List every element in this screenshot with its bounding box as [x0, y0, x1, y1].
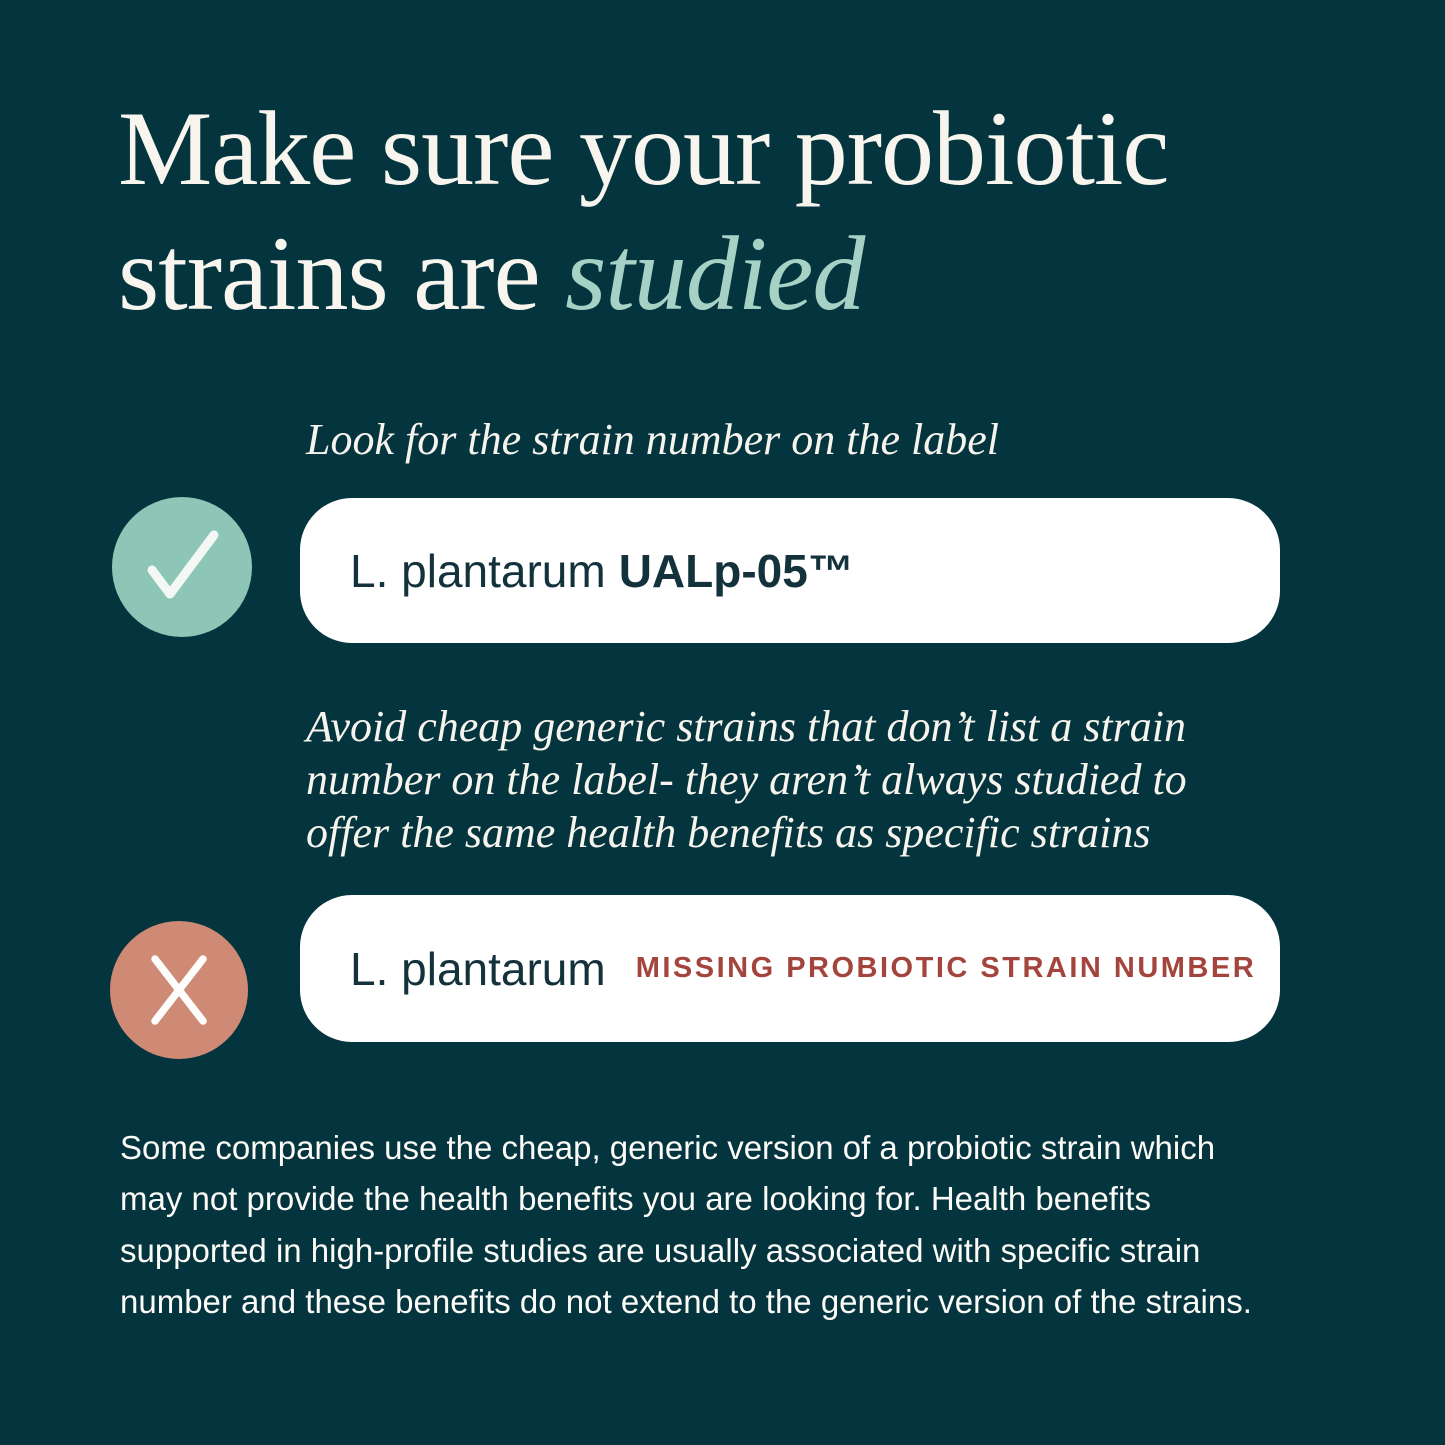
page-title-accent-word: studied	[565, 215, 865, 333]
good-example-caption: Look for the strain number on the label	[306, 415, 999, 464]
bad-strain-name: L. plantarum	[350, 942, 606, 995]
bad-example-caption-line3: offer the same health benefits as specific strains	[306, 807, 1151, 857]
check-icon	[112, 497, 252, 637]
missing-strain-warning: MISSING PROBIOTIC STRAIN NUMBER	[635, 952, 1257, 984]
footer-line4: number and these benefits do not extend to the generic version of the strains.	[120, 1283, 1252, 1321]
good-strain-name: L. plantarum	[350, 544, 606, 597]
bad-example-caption-line1: Avoid cheap generic strains that don’t list a strain	[306, 702, 1186, 751]
page-title-line2: strains are	[118, 215, 566, 333]
page-title	[118, 86, 1168, 336]
bad-example-caption-line2: number on the label- they aren’t always studied to	[306, 754, 1187, 804]
footer-line1: Some companies use the cheap, generic version of a probiotic strain which	[120, 1129, 1216, 1166]
x-icon	[110, 921, 248, 1059]
good-example-pill	[300, 498, 1280, 643]
bad-example-pill	[300, 895, 1280, 1042]
footer-line3: supported in high-profile studies are usually associated with specific strain	[120, 1231, 1201, 1269]
good-strain-number: UALp-05™	[618, 544, 854, 597]
footer-line2: may not provide the health benefits you are looking for. Health benefits	[120, 1180, 1151, 1218]
bad-example-caption	[306, 701, 1187, 859]
footer-text	[120, 1122, 1360, 1328]
page-title-line1: Make sure your probiotic	[118, 90, 1169, 207]
cross-circle	[110, 921, 248, 1059]
check-circle	[112, 497, 252, 637]
